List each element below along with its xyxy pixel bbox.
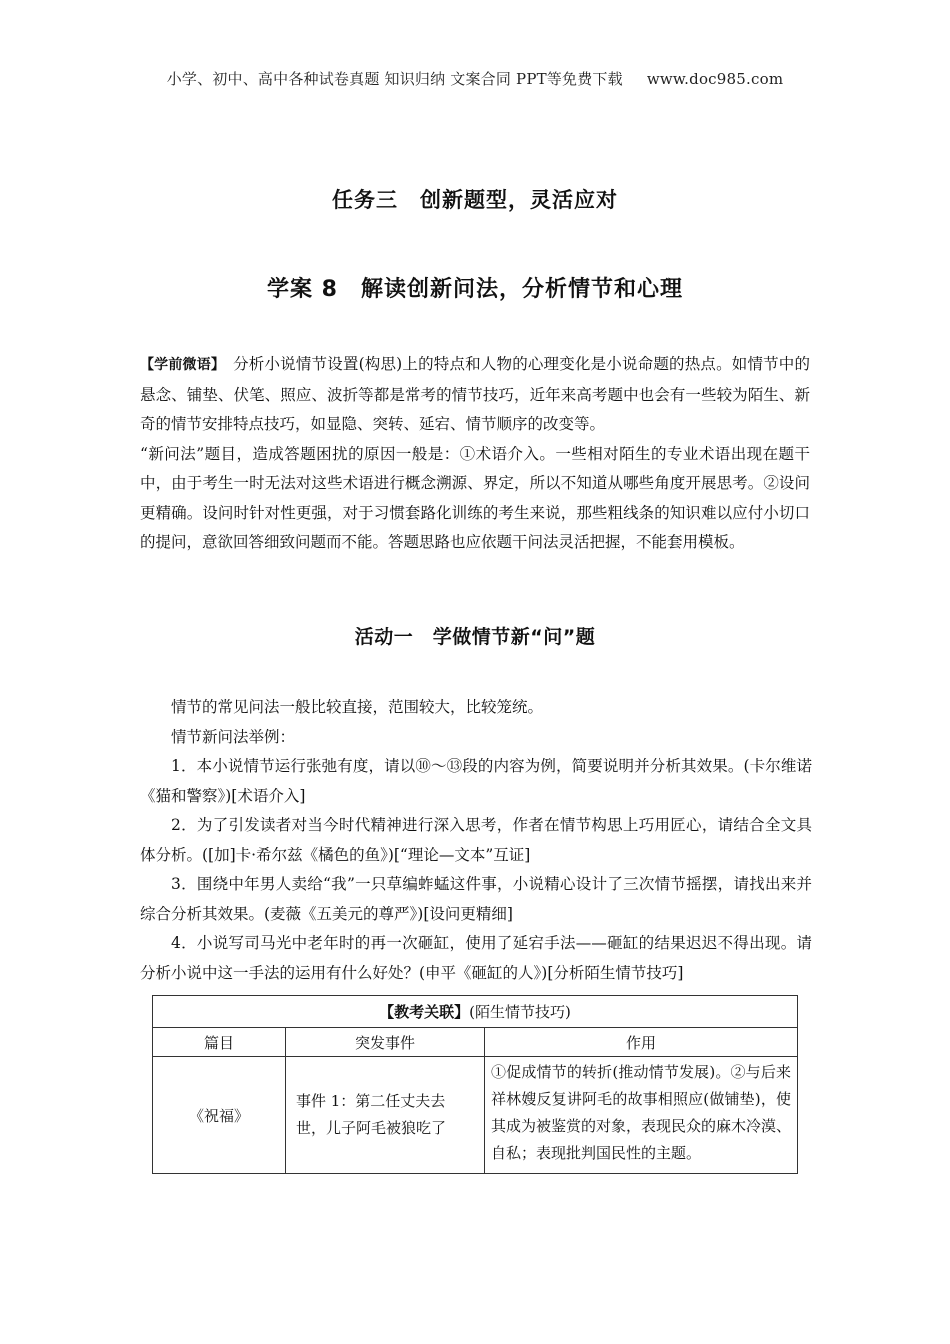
activity-title: 活动一 学做情节新“问”题	[354, 626, 596, 648]
intro-paragraph-2: “新问法”题目，造成答题困扰的原因一般是：①术语介入。一些相对陌生的专业术语出现在题干中，由于考生一时无法对这些术语进行概念溯源、界定，所以不知道从哪些角度开展思考。②设问更精确。设问时针对性更强，对于习惯套路化训练的考生来说，那些粗线条的知识难以应付小切口的提问，意欲回答细致问题而不能。答题思路也应依题干问法灵活把握，不能套用模板。	[140, 444, 810, 551]
activity-body	[140, 693, 812, 988]
page-header	[0, 68, 950, 89]
intro-section	[140, 350, 810, 558]
example-item: 3．围绕中年男人卖给“我”一只草编蚱蜢这件事，小说精心设计了三次情节摇摆，请找出来并综合分析其效果。(麦薇《五美元的尊严》)[设问更精细]	[140, 875, 812, 923]
body-paragraph-2: 情节新问法举例：	[171, 727, 296, 746]
table-row	[153, 1057, 798, 1174]
reference-table	[152, 995, 798, 1174]
table-caption-bold: 【教考关联】	[379, 1003, 470, 1021]
intro-text-1: 分析小说情节设置(构思)上的特点和人物的心理变化是小说命题的热点。如情节中的悬念、铺垫、伏笔、照应、波折等都是常考的情节技巧，近年来高考题中也会有一些较为陌生、新奇的情节安排特点技巧，如显隐、突转、延宕、情节顺序的改变等。	[140, 355, 810, 433]
header-cell-title: 篇目	[153, 1028, 286, 1057]
cell-title: 《祝福》	[153, 1057, 286, 1174]
intro-tag: 【学前微语】	[140, 357, 226, 373]
example-item: 1．本小说情节运行张弛有度，请以⑩～⑬段的内容为例，简要说明并分析其效果。(卡尔维诺《猫和警察》)[术语介入]	[140, 757, 812, 805]
table-caption-rest: (陌生情节技巧)	[469, 1003, 571, 1021]
header-url[interactable]: www.doc985.com	[646, 70, 784, 88]
header-cell-effect: 作用	[485, 1028, 798, 1057]
intro-paragraph-1	[140, 350, 810, 440]
body-paragraph-1: 情节的常见问法一般比较直接，范围较大，比较笼统。	[171, 698, 544, 716]
cell-event: 事件 1：第二任丈夫去世，儿子阿毛被狼吃了	[286, 1057, 485, 1174]
case-title: 学案 8 解读创新问法，分析情节和心理	[267, 277, 683, 302]
example-item: 4．小说写司马光中老年时的再一次砸缸，使用了延宕手法——砸缸的结果迟迟不得出现。请分析小说中这一手法的运用有什么好处？(申平《砸缸的人》)[分析陌生情节技巧]	[140, 934, 812, 982]
table-header-row	[153, 1028, 798, 1057]
table-caption	[153, 996, 798, 1028]
header-text: 小学、初中、高中各种试卷真题 知识归纳 文案合同 PPT等免费下载	[166, 70, 623, 88]
header-cell-event: 突发事件	[286, 1028, 485, 1057]
cell-effect: ①促成情节的转折(推动情节发展)。②与后来祥林嫂反复讲阿毛的故事相照应(做铺垫)，使其成为被鉴赏的对象，表现民众的麻木冷漠、自私；表现批判国民性的主题。	[485, 1057, 798, 1174]
example-item: 2．为了引发读者对当今时代精神进行深入思考，作者在情节构思上巧用匠心，请结合全文具体分析。([加]卡·希尔兹《橘色的鱼》)[“理论—文本”互证]	[140, 816, 812, 864]
task-title: 任务三 创新题型，灵活应对	[332, 188, 618, 212]
